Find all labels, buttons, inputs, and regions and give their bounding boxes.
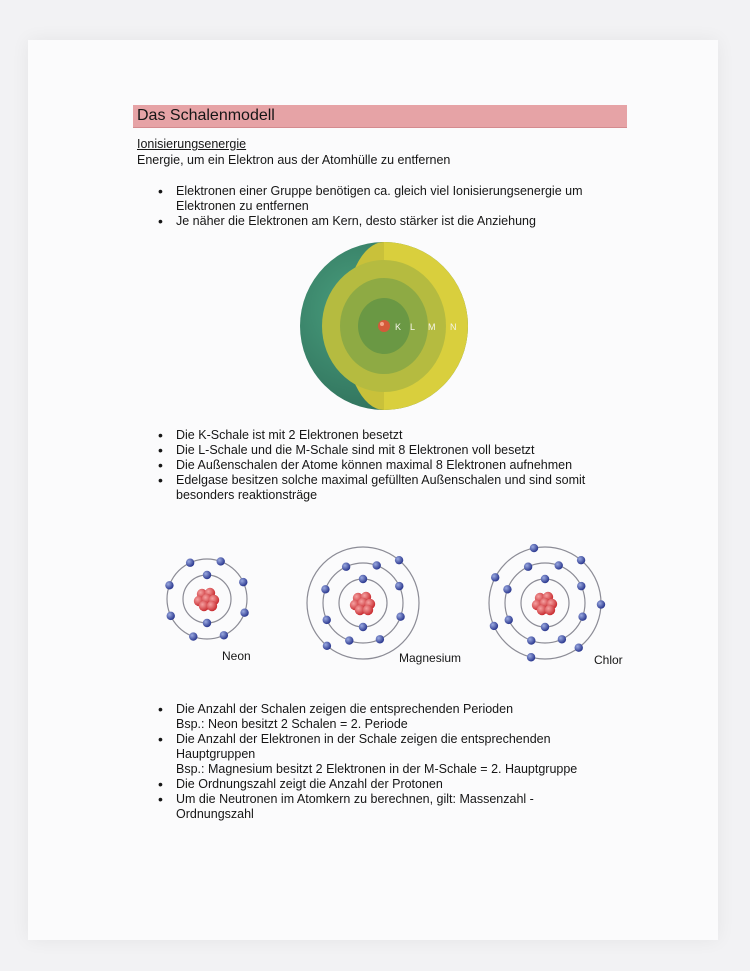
electron bbox=[345, 636, 353, 644]
bullet-main: • Die Anzahl der Schalen zeigen die entsprechenden Perioden bbox=[176, 702, 514, 716]
definition-text: Energie, um ein Elektron aus der Atomhülle zu entfernen bbox=[137, 153, 451, 167]
bullet-item: • Die L-Schale und die M-Schale sind mit 8 Elektronen voll besetzt bbox=[150, 443, 620, 458]
bullet-item: • Je näher die Elektronen am Kern, desto stärker ist die Anziehung bbox=[150, 214, 620, 229]
bullet-example: Bsp.: Neon besitzt 2 Schalen = 2. Periode bbox=[176, 717, 408, 731]
electron bbox=[359, 623, 367, 631]
bullet-item bbox=[150, 732, 610, 777]
electron bbox=[577, 556, 585, 564]
electron bbox=[240, 609, 248, 617]
electron bbox=[321, 585, 329, 593]
bullet-item: • Die Außenschalen der Atome können maximal 8 Elektronen aufnehmen bbox=[150, 458, 620, 473]
shell-bullet-list bbox=[150, 428, 620, 503]
electron bbox=[491, 573, 499, 581]
electron bbox=[323, 616, 331, 624]
electron bbox=[167, 612, 175, 620]
electron bbox=[203, 619, 211, 627]
intro-bullet-list bbox=[150, 184, 620, 229]
nucleon bbox=[363, 605, 373, 615]
electron bbox=[555, 561, 563, 569]
electron bbox=[165, 581, 173, 589]
electron bbox=[186, 559, 194, 567]
nucleus bbox=[378, 320, 390, 332]
atom-label-chlor: Chlor bbox=[594, 653, 623, 667]
electron bbox=[578, 613, 586, 621]
period-bullet-list bbox=[150, 702, 610, 822]
bullet-main: • Die Ordnungszahl zeigt die Anzahl der Protonen bbox=[176, 777, 443, 791]
electron bbox=[396, 613, 404, 621]
electron bbox=[373, 561, 381, 569]
bohr-atom-diagrams bbox=[140, 535, 620, 675]
bullet-main: • Die Anzahl der Elektronen in der Schale zeigen die entsprechenden Hauptgruppen bbox=[176, 732, 551, 761]
electron bbox=[530, 544, 538, 552]
nucleon bbox=[545, 605, 555, 615]
label-m: M bbox=[428, 322, 436, 332]
electron bbox=[217, 557, 225, 565]
label-k: K bbox=[395, 322, 402, 332]
bullet-item bbox=[150, 792, 610, 822]
electron bbox=[239, 578, 247, 586]
electron bbox=[527, 653, 535, 661]
section-subheading: Ionisierungsenergie bbox=[137, 137, 247, 151]
label-n: N bbox=[450, 322, 457, 332]
electron bbox=[558, 635, 566, 643]
nucleus-highlight bbox=[380, 322, 384, 326]
bullet-item: • Die K-Schale ist mit 2 Elektronen besetzt bbox=[150, 428, 620, 443]
bullet-item: • Elektronen einer Gruppe benötigen ca. gleich viel Ionisierungsenergie um Elektronen zu entfernen bbox=[150, 184, 620, 214]
electron bbox=[203, 571, 211, 579]
bullet-item: • Edelgase besitzen solche maximal gefüllten Außenschalen und sind somit besonders reaktionsträge bbox=[150, 473, 620, 503]
label-l: L bbox=[410, 322, 416, 332]
nucleon bbox=[207, 601, 217, 611]
electron bbox=[323, 642, 331, 650]
electron bbox=[505, 616, 513, 624]
electron bbox=[395, 556, 403, 564]
electron bbox=[524, 563, 532, 571]
electron bbox=[541, 623, 549, 631]
electron bbox=[359, 575, 367, 583]
electron bbox=[503, 585, 511, 593]
electron bbox=[189, 632, 197, 640]
electron bbox=[541, 575, 549, 583]
electron bbox=[220, 631, 228, 639]
atom-label-magnesium: Magnesium bbox=[399, 651, 462, 665]
electron bbox=[577, 582, 585, 590]
page-title: Das Schalenmodell bbox=[137, 107, 275, 124]
electron bbox=[376, 635, 384, 643]
electron bbox=[395, 582, 403, 590]
bullet-main: • Um die Neutronen im Atomkern zu berechnen, gilt: Massenzahl - Ordnungszahl bbox=[176, 792, 534, 821]
electron bbox=[527, 636, 535, 644]
electron bbox=[342, 563, 350, 571]
electron bbox=[597, 600, 605, 608]
shell-model-diagram bbox=[298, 240, 470, 412]
bullet-item bbox=[150, 777, 610, 792]
atom-label-neon: Neon bbox=[222, 649, 251, 663]
electron bbox=[490, 622, 498, 630]
electron bbox=[575, 644, 583, 652]
bullet-example: Bsp.: Magnesium besitzt 2 Elektronen in der M-Schale = 2. Hauptgruppe bbox=[176, 762, 578, 776]
bullet-item bbox=[150, 702, 610, 732]
